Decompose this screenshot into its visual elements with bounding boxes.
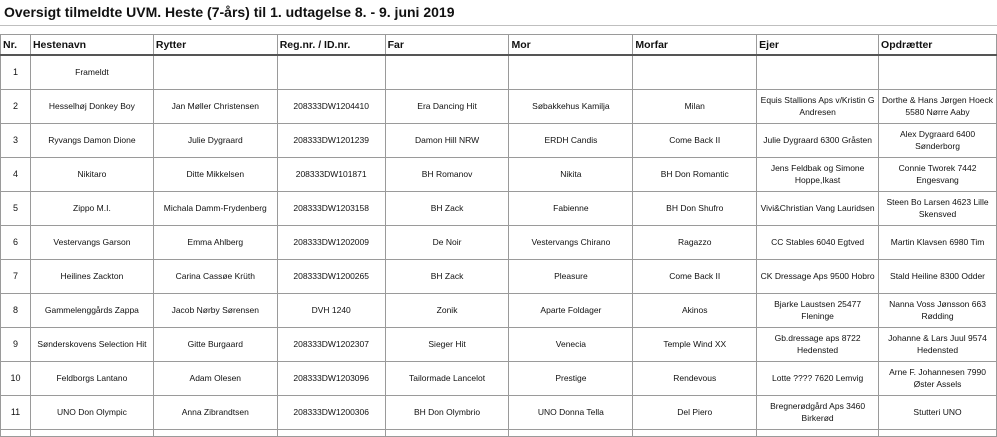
header-row <box>1 35 997 56</box>
cell-rytter: Ditte Mikkelsen <box>153 158 277 192</box>
table-row <box>1 124 997 158</box>
cell-opdraetter <box>879 55 997 90</box>
cell-far: Damon Hill NRW <box>385 124 509 158</box>
cell-mor: Prestige <box>509 362 633 396</box>
cell-empty <box>153 430 277 437</box>
cell-regnr: 208333DW1200265 <box>277 260 385 294</box>
cell-ejer: Bjarke Laustsen 25477 Fleninge <box>757 294 879 328</box>
table-row <box>1 55 997 90</box>
col-header-ejer: Ejer <box>757 35 879 56</box>
cell-nr: 4 <box>1 158 31 192</box>
col-header-mor: Mor <box>509 35 633 56</box>
registrations-table <box>0 34 997 437</box>
cell-ejer: CK Dressage Aps 9500 Hobro <box>757 260 879 294</box>
table-row <box>1 192 997 226</box>
cell-morfar: BH Don Shufro <box>633 192 757 226</box>
cell-rytter: Anna Zibrandtsen <box>153 396 277 430</box>
cell-mor: Vestervangs Chirano <box>509 226 633 260</box>
col-header-hestenavn: Hestenavn <box>30 35 153 56</box>
table-row <box>1 362 997 396</box>
cell-regnr: 208333DW101871 <box>277 158 385 192</box>
cell-regnr: 208333DW1202009 <box>277 226 385 260</box>
cell-morfar: Rendevous <box>633 362 757 396</box>
cell-empty <box>879 430 997 437</box>
cell-mor <box>509 55 633 90</box>
cell-far: BH Romanov <box>385 158 509 192</box>
cell-morfar: Temple Wind XX <box>633 328 757 362</box>
cell-empty <box>509 430 633 437</box>
cell-mor: UNO Donna Tella <box>509 396 633 430</box>
cell-far: Tailormade Lancelot <box>385 362 509 396</box>
cell-far: BH Zack <box>385 260 509 294</box>
cell-mor: Pleasure <box>509 260 633 294</box>
cell-ejer <box>757 55 879 90</box>
cell-empty <box>385 430 509 437</box>
cell-hestenavn: Frameldt <box>30 55 153 90</box>
cell-rytter: Adam Olesen <box>153 362 277 396</box>
cell-morfar: Come Back II <box>633 260 757 294</box>
cell-ejer: Vivi&Christian Vang Lauridsen <box>757 192 879 226</box>
cell-rytter: Jan Møller Christensen <box>153 90 277 124</box>
cell-rytter: Jacob Nørby Sørensen <box>153 294 277 328</box>
cell-morfar: BH Don Romantic <box>633 158 757 192</box>
cell-ejer: Jens Feldbak og Simone Hoppe,Ikast <box>757 158 879 192</box>
cell-regnr: 208333DW1204410 <box>277 90 385 124</box>
cell-mor: Søbakkehus Kamilja <box>509 90 633 124</box>
cell-hestenavn: UNO Don Olympic <box>30 396 153 430</box>
cell-regnr: 208333DW1203096 <box>277 362 385 396</box>
cell-opdraetter: Stald Heiline 8300 Odder <box>879 260 997 294</box>
cell-nr: 10 <box>1 362 31 396</box>
cell-mor: Aparte Foldager <box>509 294 633 328</box>
cell-regnr: 208333DW1200306 <box>277 396 385 430</box>
cell-hestenavn: Zippo M.I. <box>30 192 153 226</box>
cell-empty <box>30 430 153 437</box>
cell-rytter: Gitte Burgaard <box>153 328 277 362</box>
cell-empty <box>277 430 385 437</box>
cell-opdraetter: Martin Klavsen 6980 Tim <box>879 226 997 260</box>
col-header-regnr: Reg.nr. / ID.nr. <box>277 35 385 56</box>
col-header-morfar: Morfar <box>633 35 757 56</box>
cell-morfar: Del Piero <box>633 396 757 430</box>
cell-empty <box>1 430 31 437</box>
cell-morfar: Akinos <box>633 294 757 328</box>
col-header-opdraetter: Opdrætter <box>879 35 997 56</box>
cell-regnr: 208333DW1203158 <box>277 192 385 226</box>
table-row <box>1 90 997 124</box>
cell-nr: 9 <box>1 328 31 362</box>
cell-morfar: Ragazzo <box>633 226 757 260</box>
cell-opdraetter: Nanna Voss Jønsson 663 Rødding <box>879 294 997 328</box>
table-row <box>1 158 997 192</box>
col-header-rytter: Rytter <box>153 35 277 56</box>
cell-regnr: 208333DW1201239 <box>277 124 385 158</box>
cell-far <box>385 55 509 90</box>
cell-far: Sieger Hit <box>385 328 509 362</box>
cell-nr: 5 <box>1 192 31 226</box>
cell-hestenavn: Ryvangs Damon Dione <box>30 124 153 158</box>
cell-opdraetter: Dorthe & Hans Jørgen Hoeck 5580 Nørre Aaby <box>879 90 997 124</box>
cell-regnr <box>277 55 385 90</box>
cell-mor: Fabienne <box>509 192 633 226</box>
table-row-partial <box>1 430 997 437</box>
cell-opdraetter: Connie Tworek 7442 Engesvang <box>879 158 997 192</box>
cell-regnr: DVH 1240 <box>277 294 385 328</box>
cell-nr: 8 <box>1 294 31 328</box>
cell-ejer: Gb.dressage aps 8722 Hedensted <box>757 328 879 362</box>
cell-rytter: Emma Ahlberg <box>153 226 277 260</box>
cell-ejer: Bregnerødgård Aps 3460 Birkerød <box>757 396 879 430</box>
cell-hestenavn: Nikitaro <box>30 158 153 192</box>
cell-hestenavn: Hesselhøj Donkey Boy <box>30 90 153 124</box>
cell-far: BH Zack <box>385 192 509 226</box>
title-bar <box>0 0 997 26</box>
cell-nr: 6 <box>1 226 31 260</box>
cell-rytter: Julie Dygraard <box>153 124 277 158</box>
cell-rytter: Michala Damm-Frydenberg <box>153 192 277 226</box>
cell-far: Zonik <box>385 294 509 328</box>
cell-far: Era Dancing Hit <box>385 90 509 124</box>
cell-ejer: Equis Stallions Aps v/Kristin G Andresen <box>757 90 879 124</box>
table-row <box>1 328 997 362</box>
cell-nr: 1 <box>1 55 31 90</box>
table-row <box>1 396 997 430</box>
cell-hestenavn: Vestervangs Garson <box>30 226 153 260</box>
cell-ejer: CC Stables 6040 Egtved <box>757 226 879 260</box>
col-header-nr: Nr. <box>1 35 31 56</box>
cell-opdraetter: Johanne & Lars Juul 9574 Hedensted <box>879 328 997 362</box>
cell-mor: ERDH Candis <box>509 124 633 158</box>
cell-hestenavn: Heilines Zackton <box>30 260 153 294</box>
cell-nr: 3 <box>1 124 31 158</box>
cell-ejer: Julie Dygraard 6300 Gråsten <box>757 124 879 158</box>
cell-hestenavn: Feldborgs Lantano <box>30 362 153 396</box>
cell-empty <box>633 430 757 437</box>
table-row <box>1 294 997 328</box>
cell-hestenavn: Sønderskovens Selection Hit <box>30 328 153 362</box>
cell-mor: Nikita <box>509 158 633 192</box>
sheet-title: Oversigt tilmeldte UVM. Heste (7-års) til 1. udtagelse 8. - 9. juni 2019 <box>4 4 455 20</box>
cell-morfar: Milan <box>633 90 757 124</box>
cell-nr: 7 <box>1 260 31 294</box>
cell-morfar: Come Back II <box>633 124 757 158</box>
cell-morfar <box>633 55 757 90</box>
cell-opdraetter: Stutteri UNO <box>879 396 997 430</box>
cell-ejer: Lotte ???? 7620 Lemvig <box>757 362 879 396</box>
table-row <box>1 260 997 294</box>
cell-nr: 2 <box>1 90 31 124</box>
cell-opdraetter: Arne F. Johannesen 7990 Øster Assels <box>879 362 997 396</box>
cell-hestenavn: Gammelenggårds Zappa <box>30 294 153 328</box>
cell-opdraetter: Alex Dygraard 6400 Sønderborg <box>879 124 997 158</box>
cell-rytter: Carina Cassøe Krüth <box>153 260 277 294</box>
cell-empty <box>757 430 879 437</box>
cell-opdraetter: Steen Bo Larsen 4623 Lille Skensved <box>879 192 997 226</box>
cell-rytter <box>153 55 277 90</box>
cell-far: De Noir <box>385 226 509 260</box>
col-header-far: Far <box>385 35 509 56</box>
cell-far: BH Don Olymbrio <box>385 396 509 430</box>
table-row <box>1 226 997 260</box>
cell-nr: 11 <box>1 396 31 430</box>
cell-regnr: 208333DW1202307 <box>277 328 385 362</box>
cell-mor: Venecia <box>509 328 633 362</box>
